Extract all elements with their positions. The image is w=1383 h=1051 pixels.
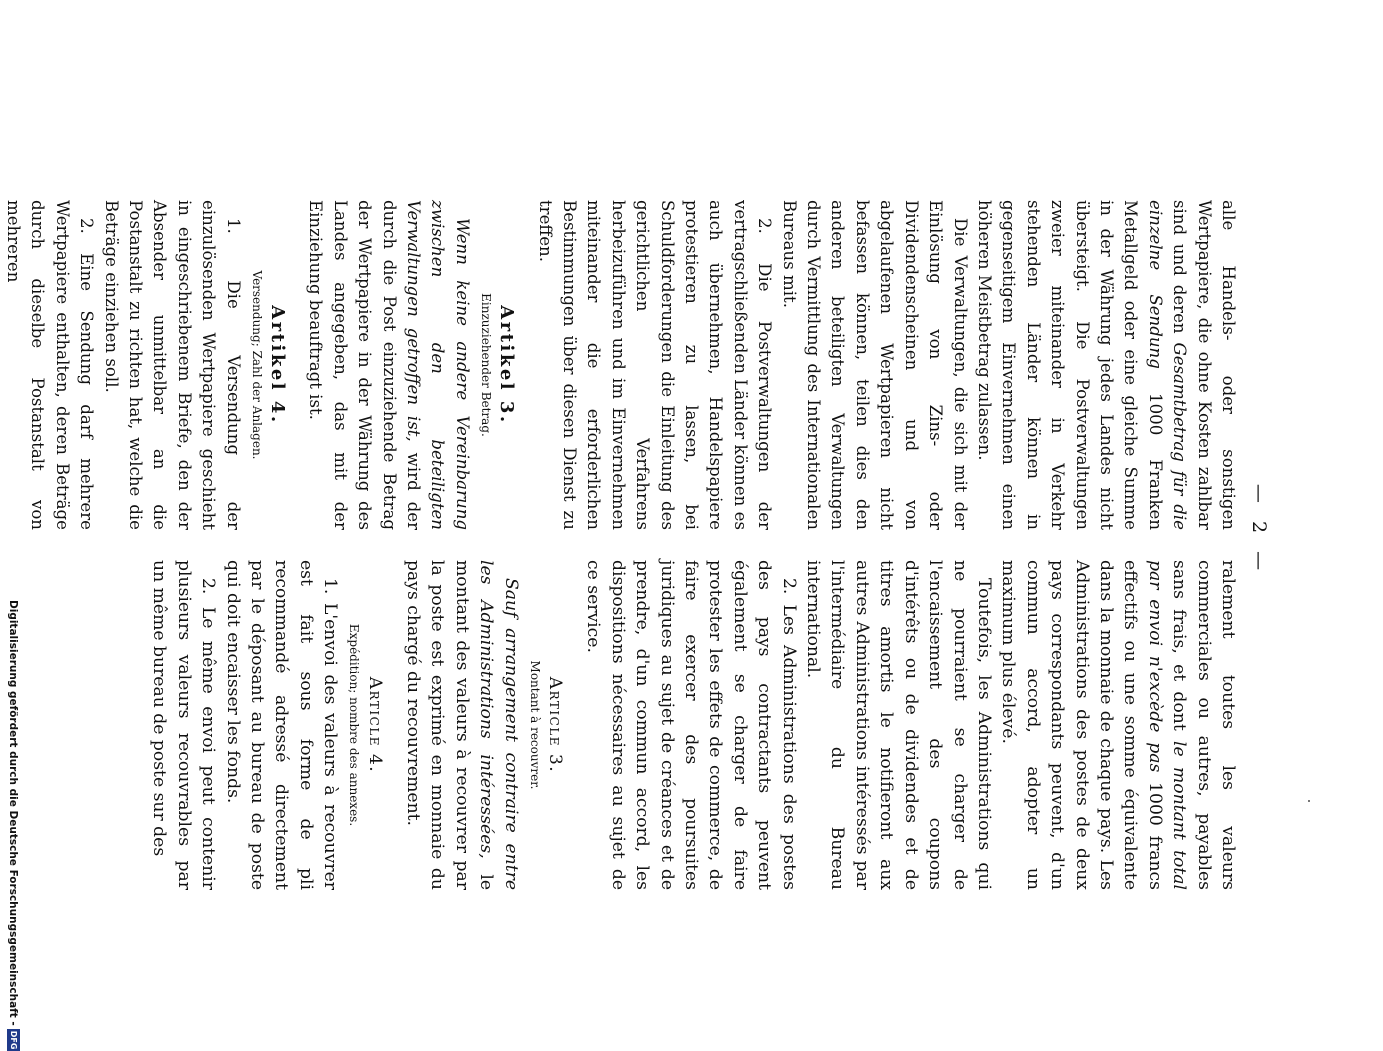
german-article-4-paragraph-1: 1. Die Versendung der einzulösenden Wertpapiere geschieht in eingeschriebenem Briefe, den der Absender unmittelbar an die Postanstalt zu richten hat, welche die Beträge einziehen soll. bbox=[101, 200, 243, 530]
french-paragraph: 2. Les Administrations des postes des pays contractants peuvent également se charger de faire protester les effets de commerce, de faire exercer des poursuites juridiques au sujet de créances et de prendre, d'un commun accord, les dispositions nécessaires au sujet de ce service. bbox=[583, 560, 799, 890]
page-number: — 2 — bbox=[1248, 483, 1270, 577]
french-article-3-text: Sauf arrangement contraire entre les Administrations intéressées, le montant des valeurs à recouvrer par la poste est exprimé en monnaie du pays chargé du recouvrement. bbox=[403, 560, 521, 890]
french-column bbox=[147, 560, 1240, 890]
french-article-3-subtitle: Montant à recouvrer. bbox=[527, 660, 542, 790]
french-paragraph: Toutefois, les Administrations qui ne pourraient se charger de l'encaissement des coupons d'intérêts ou de dividendes et de titres amortis le notifieront aux autres Administrations intéressés par l'intermédiaire du Bureau international. bbox=[803, 560, 994, 890]
french-article-4-subtitle: Expédition; nombre des annexes. bbox=[347, 623, 362, 827]
german-paragraph: alle Handels- oder sonstigen Wertpapiere, die ohne Kosten zahlbar sind und deren Gesamtbetrag für die einzelne Sendung 1000 Franken Metallgeld oder eine gleiche Summe in der Währung jedes Landes nicht übersteigt. Die Postverwaltungen zweier miteinander in Verkehr stehenden Länder können in gegenseitigem Einvernehmen einen höheren Meistbetrag zulassen. bbox=[974, 200, 1238, 531]
dfg-logo-icon: DFG bbox=[9, 1030, 18, 1050]
credit-text: Digitalisierung gefördert durch die Deutsche Forschungsgemeinschaft - bbox=[7, 600, 20, 1026]
german-article-3-title: Artikel 3. bbox=[496, 305, 518, 425]
german-article-3-subtitle: Einzuziehender Betrag. bbox=[478, 293, 493, 437]
digitization-credit bbox=[7, 600, 20, 1051]
scan-speck bbox=[1308, 800, 1310, 802]
french-article-4-paragraph-2: 2. Le même envoi peut contenir plusieurs valeurs recouvrables par un même bureau de poste sur des bbox=[149, 560, 219, 890]
german-article-4-subtitle: Versendung; Zahl der Anlagen. bbox=[249, 270, 264, 460]
french-paragraph: ralement toutes les valeurs commerciales ou autres, payables sans frais, et dont le montant total par envoi n'excède pas 1000 francs effectifs ou une somme équivalente dans la monnaie de chaque pays. Les Administrations des postes de deux pays correspondants peuvent, d'un commun accord, adopter un maximum plus élevé. bbox=[998, 560, 1238, 890]
german-article-4-title: Artikel 4. bbox=[266, 305, 288, 425]
french-article-4-title: Article 4. bbox=[364, 676, 385, 774]
german-article-4-paragraph-2: 2. Eine Sendung darf mehrere Wertpapiere enthalten, deren Beträge durch dieselbe Postanstalt von mehreren bbox=[3, 200, 97, 530]
french-article-4-paragraph-1: 1. L'envoi des valeurs à recouvrer est fait sous forme de pli recommandé adressé directement par le déposant au bureau de poste qui doit encaisser les fonds. bbox=[222, 560, 341, 890]
german-column bbox=[1, 200, 1241, 530]
french-article-3-title: Article 3. bbox=[545, 676, 566, 774]
german-paragraph: 2. Die Postverwaltungen der vertragschließenden Länder können es auch übernehmen, Handelspapiere protestieren zu lassen, bei Schuldforderungen die Einleitung des gerichtlichen Verfahrens herbeizuführen und im Einvernehmen miteinander die erforderlichen Bestimmungen über diesen Dienst zu treffen. bbox=[535, 200, 775, 530]
german-paragraph: Die Verwaltungen, die sich mit der Einlösung von Zins- oder Dividendenscheinen und von abgelaufenen Wertpapieren nicht befassen können, teilen dies den anderen beteiligten Verwaltungen durch Vermittlung des Internationalen Bureaus mit. bbox=[779, 200, 970, 530]
german-article-3-text: Wenn keine andere Vereinbarung zwischen den beteiligten Verwaltungen getroffen ist, wird der durch die Post einzuziehende Betrag der Wertpapiere in der Währung des Landes angegeben, das mit der Einziehung beauftragt ist. bbox=[306, 200, 472, 531]
